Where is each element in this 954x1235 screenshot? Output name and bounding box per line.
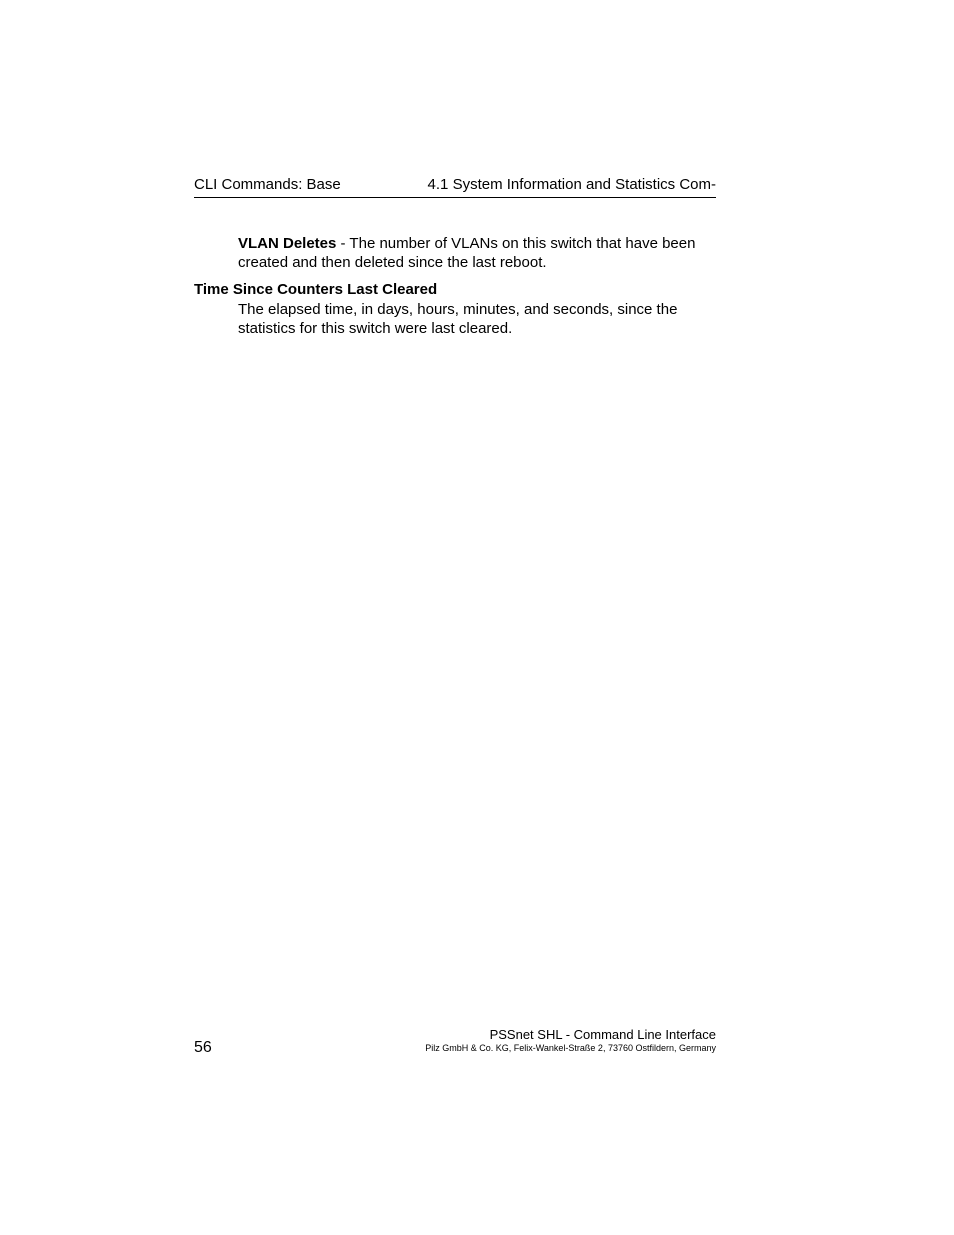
header-chapter: CLI Commands: Base bbox=[194, 176, 341, 193]
footer-address: Pilz GmbH & Co. KG, Felix-Wankel-Straße 2, 73760 Ostfildern, Germany bbox=[425, 1043, 716, 1053]
running-header bbox=[194, 175, 716, 198]
page-number: 56 bbox=[194, 1039, 212, 1056]
vlan-deletes-description: - The number of VLANs on this switch that have been created and then deleted since the last reboot. bbox=[238, 235, 696, 271]
time-since-heading: Time Since Counters Last Cleared bbox=[194, 281, 438, 298]
time-since-description: The elapsed time, in days, hours, minutes, and seconds, since the statistics for this switch were last cleared. bbox=[238, 301, 678, 337]
header-section: 4.1 System Information and Statistics Com- bbox=[427, 176, 716, 193]
vlan-deletes-term: VLAN Deletes bbox=[238, 235, 337, 252]
footer-product: PSSnet SHL - Command Line Interface bbox=[489, 1027, 716, 1042]
vlan-deletes-paragraph bbox=[238, 234, 718, 272]
